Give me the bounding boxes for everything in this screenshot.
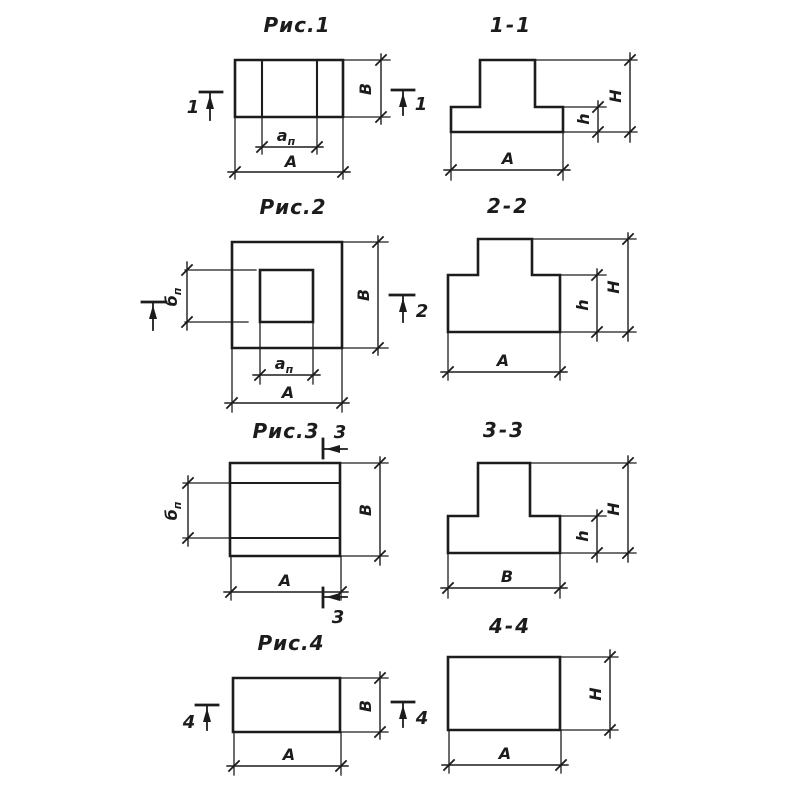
- cut-arrow-icon: [326, 593, 340, 601]
- cut-arrow-icon: [203, 708, 211, 722]
- dimension-label-h: h: [574, 113, 593, 125]
- dimension-label-H: Н: [606, 89, 625, 103]
- dimension-label-B: В: [356, 503, 375, 517]
- figure-3-section: [441, 418, 636, 598]
- section-profile: [448, 463, 560, 553]
- dimension-label-h: h: [573, 299, 592, 311]
- cut-arrow-icon: [399, 93, 407, 107]
- dimension-label-H: Н: [604, 502, 623, 516]
- figure-3-plan: [162, 419, 388, 628]
- dimension-label-b-inner: $б_п$: [162, 287, 184, 307]
- dimension-label-A: A: [501, 149, 515, 168]
- plan-outline: [235, 60, 343, 117]
- section-1-title: 1-1: [489, 13, 533, 37]
- plan-outline: [232, 242, 342, 348]
- plan-inner-square: [260, 270, 313, 322]
- figure-4-section: [442, 614, 618, 773]
- dimension-label-A: A: [282, 745, 296, 764]
- section-cut-mark-bottom: [323, 588, 347, 628]
- section-cut-mark-right: [392, 702, 428, 729]
- dimension-label-b-inner: $б_п$: [162, 501, 184, 521]
- dimension-label-A: A: [278, 571, 292, 590]
- figure-4-title: Рис.4: [257, 631, 325, 655]
- section-2-title: 2-2: [486, 194, 530, 218]
- dimension-label-h: h: [573, 530, 592, 542]
- plan-outline: [233, 678, 340, 732]
- dimension-label-H: Н: [604, 280, 623, 294]
- cut-number: 1: [186, 97, 200, 118]
- dimension-label-A: A: [281, 383, 295, 402]
- dimension-label-a-inner: $a_п$: [274, 354, 294, 376]
- cut-number: 4: [182, 712, 196, 733]
- cut-number: 4: [415, 708, 429, 729]
- section-cut-mark-left: [182, 705, 218, 733]
- dimension-label-B: В: [356, 82, 375, 96]
- dimension-label-A: A: [284, 152, 298, 171]
- section-cut-mark-right: [392, 90, 427, 115]
- section-profile: [448, 657, 560, 730]
- cut-number: 3: [333, 422, 347, 443]
- cut-number: 1: [414, 94, 428, 115]
- figure-3-title: Рис.3: [252, 419, 320, 443]
- dimension-label-B: В: [500, 567, 514, 586]
- cut-arrow-icon: [206, 95, 214, 109]
- section-cut-mark-right: [390, 295, 428, 322]
- dimension-label-a-inner: $a_п$: [276, 126, 296, 148]
- cut-arrow-icon: [399, 705, 407, 719]
- figure-2-section: [441, 194, 636, 380]
- section-cut-mark-left: [187, 92, 222, 120]
- section-profile: [448, 239, 560, 332]
- dimension-label-A: A: [496, 351, 510, 370]
- section-cut-mark-top: [323, 422, 347, 458]
- cut-number: 3: [331, 607, 345, 628]
- section-3-title: 3-3: [482, 418, 526, 442]
- dimension-label-B: В: [356, 699, 375, 713]
- figure-2-plan: [142, 195, 428, 412]
- figure-2-title: Рис.2: [259, 195, 327, 219]
- figure-1-title: Рис.1: [263, 13, 331, 37]
- section-4-title: 4-4: [488, 614, 532, 638]
- dimension-label-B: В: [354, 288, 373, 302]
- dimension-label-H: Н: [586, 687, 605, 701]
- cut-arrow-icon: [399, 298, 407, 312]
- cut-number: 2: [415, 301, 429, 322]
- cut-arrow-icon: [149, 305, 157, 319]
- figure-1-section: [444, 13, 637, 180]
- section-profile: [451, 60, 563, 132]
- figure-4-plan: [182, 631, 429, 775]
- figure-1-plan: [187, 13, 428, 179]
- cut-arrow-icon: [326, 445, 340, 453]
- plan-outline: [230, 463, 340, 556]
- dimension-label-A: A: [498, 744, 512, 763]
